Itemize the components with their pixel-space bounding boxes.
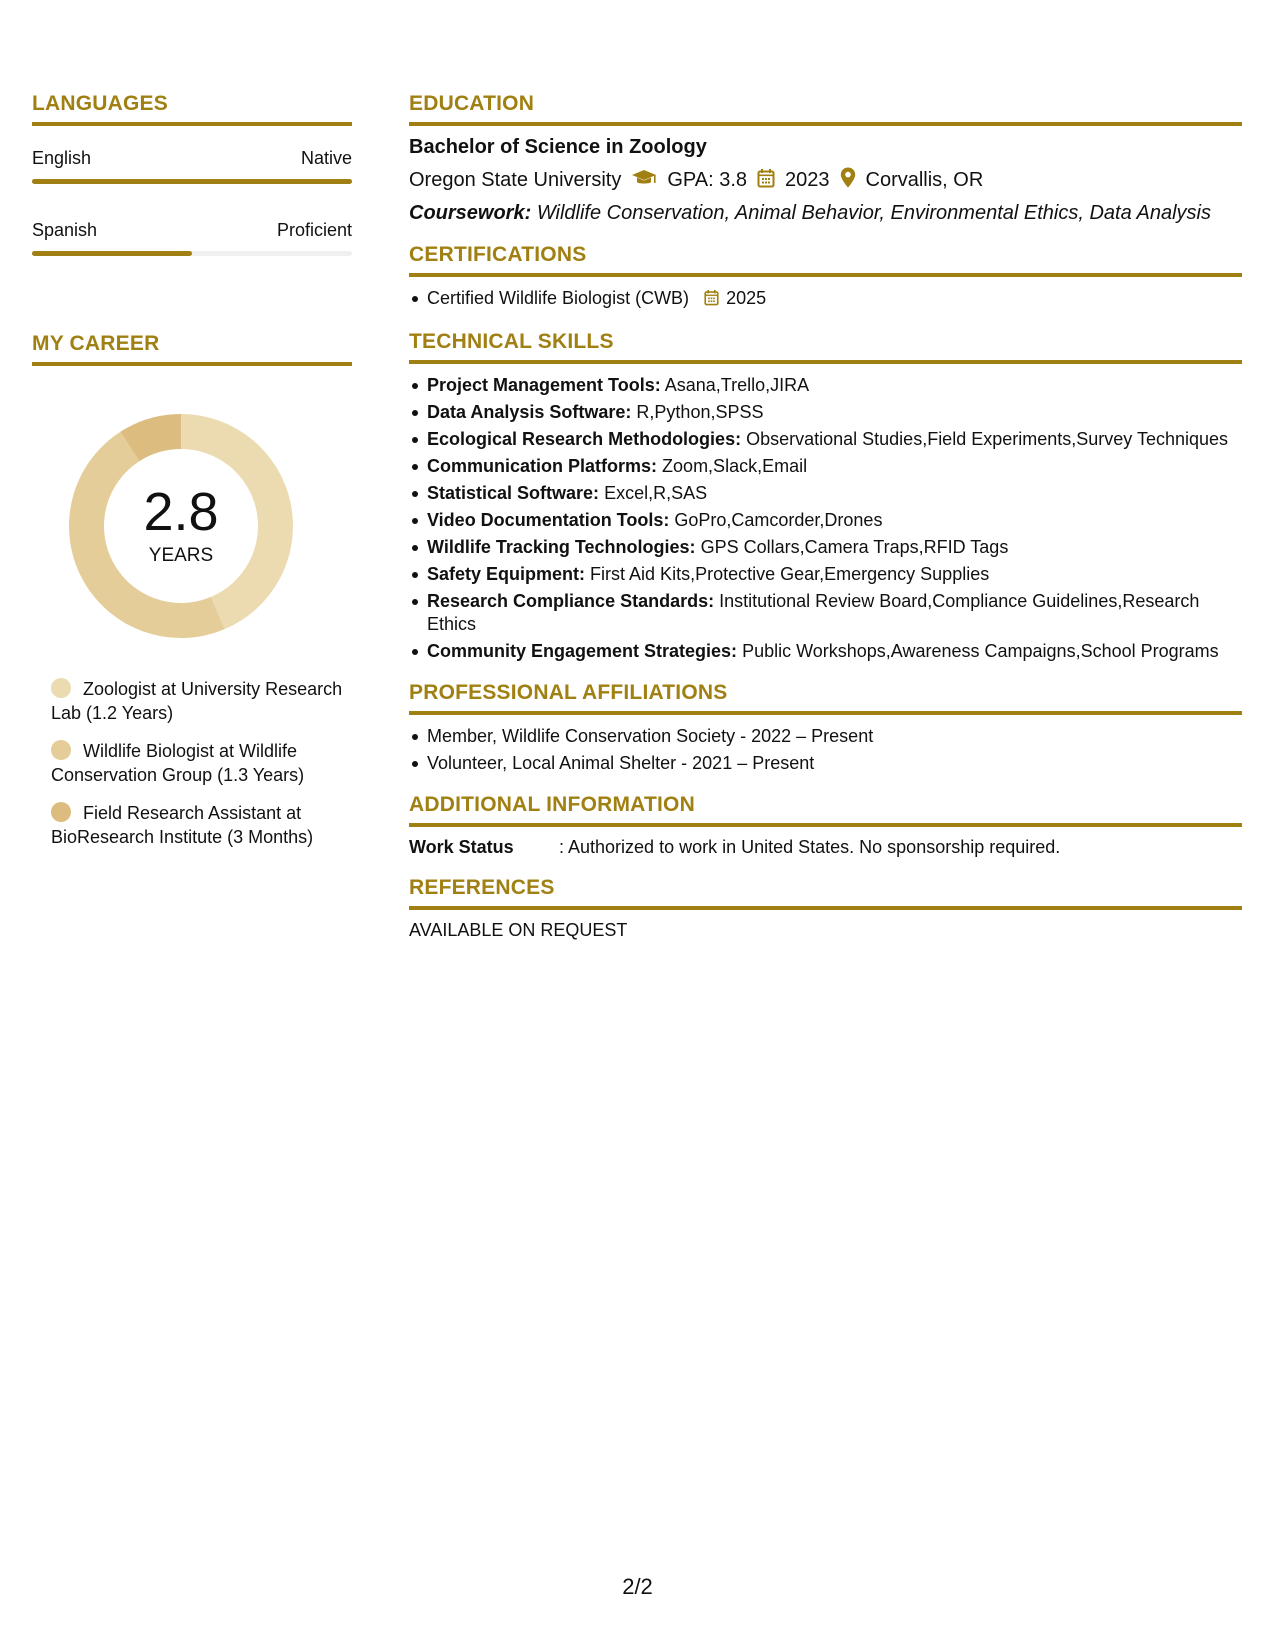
- language-item: [32, 148, 352, 184]
- section-divider: [32, 122, 352, 126]
- graduation-cap-icon: [631, 169, 657, 193]
- skill-label: Wildlife Tracking Technologies:: [427, 537, 696, 557]
- language-name: Spanish: [32, 220, 98, 240]
- section-divider: [409, 360, 1242, 364]
- skill-label: Data Analysis Software:: [427, 402, 632, 422]
- map-pin-icon: [840, 167, 856, 194]
- section-divider: [409, 906, 1242, 910]
- career-item-label: Zoologist at University Research Lab (1.2 Years): [51, 679, 343, 723]
- coursework-label: Coursework:: [409, 202, 532, 224]
- section-divider: [409, 273, 1242, 277]
- skill-value: GoPro,Camcorder,Drones: [674, 510, 883, 530]
- career-unit: YEARS: [148, 545, 214, 566]
- coursework: [409, 202, 1242, 225]
- graduation-year: 2023: [785, 169, 830, 191]
- skill-item: [427, 374, 1242, 397]
- technical-skills-section: [409, 330, 1242, 663]
- school-name: Oregon State University: [409, 169, 622, 191]
- career-legend: [32, 677, 352, 849]
- skill-item: [427, 536, 1242, 559]
- skill-label: Research Compliance Standards:: [427, 591, 715, 611]
- skill-item: [427, 482, 1242, 505]
- section-divider: [32, 362, 352, 366]
- language-bar: [32, 179, 352, 184]
- skill-value: GPS Collars,Camera Traps,RFID Tags: [700, 537, 1009, 557]
- references-title: REFERENCES: [409, 876, 555, 899]
- language-bar: [32, 251, 352, 256]
- references-text: AVAILABLE ON REQUEST: [409, 920, 628, 940]
- work-status-label: Work Status: [409, 837, 514, 857]
- calendar-icon: [704, 289, 719, 312]
- section-divider: [409, 823, 1242, 827]
- degree: Bachelor of Science in Zoology: [409, 136, 707, 158]
- career-section: [32, 332, 352, 849]
- skill-label: Community Engagement Strategies:: [427, 641, 738, 661]
- skill-item: [427, 640, 1242, 663]
- page-number: 2/2: [622, 1574, 653, 1599]
- career-legend-item: [51, 739, 352, 787]
- skill-label: Project Management Tools:: [427, 375, 661, 395]
- technical-skills-title: TECHNICAL SKILLS: [409, 330, 614, 353]
- legend-dot: [51, 678, 71, 698]
- skill-value: Institutional Review Board,Compliance Guidelines,Research Ethics: [427, 591, 1200, 634]
- career-item-label: Field Research Assistant at BioResearch Institute (3 Months): [51, 803, 314, 847]
- skill-label: Communication Platforms:: [427, 456, 658, 476]
- skill-item: [427, 455, 1242, 478]
- skill-value: First Aid Kits,Protective Gear,Emergency Supplies: [590, 564, 990, 584]
- sidebar: [32, 92, 352, 863]
- affiliation-item: Volunteer, Local Animal Shelter - 2021 – Present: [427, 752, 1242, 775]
- work-status-row: [409, 837, 1242, 858]
- legend-dot: [51, 802, 71, 822]
- coursework-list: Wildlife Conservation, Animal Behavior, Environmental Ethics, Data Analysis: [536, 202, 1212, 224]
- certifications-section: [409, 243, 1242, 312]
- skill-value: Zoom,Slack,Email: [662, 456, 808, 476]
- career-legend-item: [51, 677, 352, 725]
- language-bar-fill: [32, 179, 352, 184]
- skill-label: Video Documentation Tools:: [427, 510, 670, 530]
- section-divider: [409, 711, 1242, 715]
- skill-label: Safety Equipment:: [427, 564, 586, 584]
- career-legend-item: [51, 801, 352, 849]
- additional-info-section: [409, 793, 1242, 858]
- skill-label: Statistical Software:: [427, 483, 600, 503]
- skill-value: Asana,Trello,JIRA: [664, 375, 810, 395]
- career-total: 2.8: [143, 482, 219, 542]
- section-divider: [409, 122, 1242, 126]
- skill-item: [427, 590, 1242, 636]
- skill-item: [427, 401, 1242, 424]
- skill-value: Public Workshops,Awareness Campaigns,School Programs: [742, 641, 1219, 661]
- references-section: [409, 876, 1242, 941]
- work-status-value: : Authorized to work in United States. No sponsorship required.: [559, 837, 1061, 857]
- gpa: GPA: 3.8: [667, 169, 747, 191]
- language-bar-fill: [32, 251, 192, 256]
- language-item: [32, 220, 352, 256]
- affiliation-item: Member, Wildlife Conservation Society - 2022 – Present: [427, 725, 1242, 748]
- career-title: MY CAREER: [32, 332, 160, 355]
- languages-section: [32, 92, 352, 256]
- certification-name: Certified Wildlife Biologist (CWB): [427, 288, 690, 308]
- languages-title: LANGUAGES: [32, 92, 168, 115]
- education-title: EDUCATION: [409, 92, 535, 115]
- certifications-title: CERTIFICATIONS: [409, 243, 587, 266]
- legend-dot: [51, 740, 71, 760]
- career-item-label: Wildlife Biologist at Wildlife Conservation Group (1.3 Years): [51, 741, 305, 785]
- certification-item: [427, 287, 1242, 312]
- affiliations-section: [409, 681, 1242, 775]
- certification-year: 2025: [726, 288, 767, 308]
- additional-info-title: ADDITIONAL INFORMATION: [409, 793, 695, 816]
- education-section: [409, 92, 1242, 225]
- skill-value: R,Python,SPSS: [636, 402, 764, 422]
- language-level: Native: [300, 148, 352, 168]
- skill-item: [427, 563, 1242, 586]
- skill-item: [427, 509, 1242, 532]
- career-donut-chart: [66, 411, 296, 641]
- education-location: Corvallis, OR: [865, 169, 984, 191]
- language-level: Proficient: [276, 220, 352, 240]
- calendar-icon: [757, 168, 775, 194]
- language-name: English: [32, 148, 92, 168]
- main-content: [409, 92, 1242, 959]
- skill-value: Observational Studies,Field Experiments,Survey Techniques: [746, 429, 1229, 449]
- skill-value: Excel,R,SAS: [604, 483, 708, 503]
- skill-label: Ecological Research Methodologies:: [427, 429, 742, 449]
- skill-item: [427, 428, 1242, 451]
- affiliations-title: PROFESSIONAL AFFILIATIONS: [409, 681, 728, 704]
- education-details: [409, 167, 1242, 194]
